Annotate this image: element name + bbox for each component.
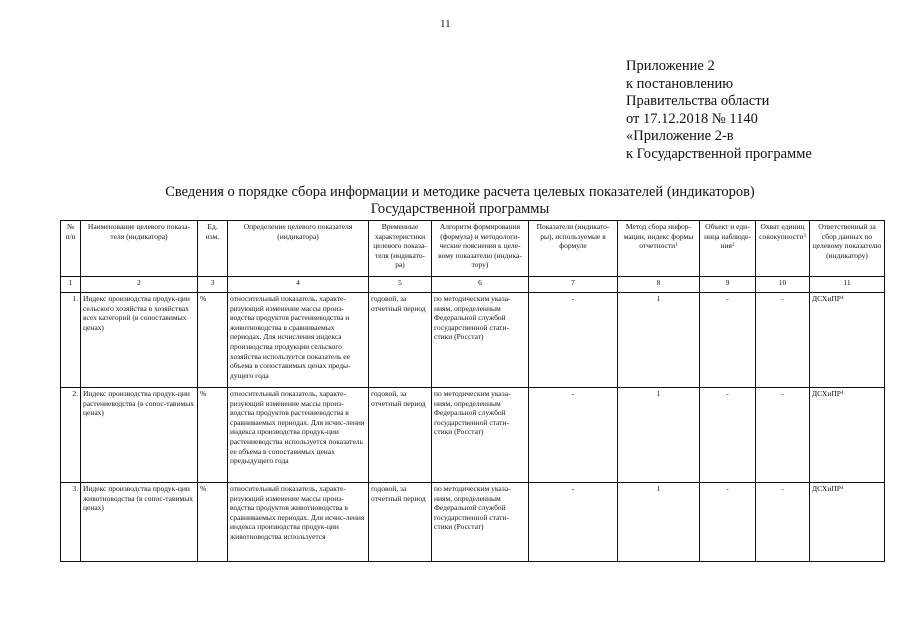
header-row xyxy=(61,221,885,277)
appendix-line: к Государственной программе xyxy=(626,145,812,162)
unit: % xyxy=(198,483,228,562)
timing: годовой, за отчетный период xyxy=(369,293,432,388)
method: 1 xyxy=(618,483,700,562)
column-number: 3 xyxy=(198,277,228,293)
col-header-object: Объект и еди-ница наблюде-ния$^2$ xyxy=(700,221,756,277)
indicators: - xyxy=(529,293,618,388)
column-number: 5 xyxy=(369,277,432,293)
column-number: 7 xyxy=(529,277,618,293)
table-row xyxy=(61,483,885,562)
row-number: 1. xyxy=(61,293,81,388)
responsible: ДСХиПР$^4$ xyxy=(810,293,885,388)
object: - xyxy=(700,293,756,388)
definition: относительный показатель, характе-ризующий изменение массы произ-водства продуктов животноводства в сравниваемых периодах. Для исчис-ления индекса производства продук-ции животноводства используется xyxy=(228,483,369,562)
title-line-1: Сведения о порядке сбора информации и методике расчета целевых показателей (индикаторов) xyxy=(165,184,755,200)
appendix-line: «Приложение 2-в xyxy=(626,128,734,145)
object: - xyxy=(700,388,756,483)
column-number: 2 xyxy=(81,277,198,293)
responsible: ДСХиПР$^4$ xyxy=(810,483,885,562)
appendix-line: от 17.12.2018 № 1140 xyxy=(626,110,758,127)
indicator-name: Индекс производства продук-ции растениеводства (в сопос-тавимых ценах) xyxy=(81,388,198,483)
col-header-definition: Определение целевого показателя (индикатора) xyxy=(228,221,369,277)
object: - xyxy=(700,483,756,562)
unit: % xyxy=(198,293,228,388)
definition: относительный показатель, характе-ризующий изменение массы произ-водства продуктов растениеводства и животноводства в сравниваемых периодах. Для исчисления индекса производства продукции сельского хозяйства используется показатель ее объема в сопоставимых ценах преды-дущего года xyxy=(228,293,369,388)
column-number: 10 xyxy=(756,277,810,293)
page-number: 11 xyxy=(440,18,451,30)
column-number: 8 xyxy=(618,277,700,293)
col-header-coverage: Охват единиц совокупности$^3$ xyxy=(756,221,810,277)
col-header-indicators: Показатели (индикато-ры), используемые в формуле xyxy=(529,221,618,277)
col-header-num: № п/п xyxy=(61,221,81,277)
column-number-row xyxy=(61,277,885,293)
col-header-algorithm: Алгоритм формирования (формула) и методологи-ческие пояснения к целе-вому показателю (индика-тору) xyxy=(432,221,529,277)
title-line-2: Государственной программы xyxy=(370,201,550,217)
indicators: - xyxy=(529,388,618,483)
column-number: 4 xyxy=(228,277,369,293)
indicator-name: Индекс производства продук-ции животноводства (в сопос-тавимых ценах) xyxy=(81,483,198,562)
appendix-line: Правительства области xyxy=(626,93,770,110)
indicators: - xyxy=(529,483,618,562)
row-number: 2. xyxy=(61,388,81,483)
column-number: 6 xyxy=(432,277,529,293)
appendix-line: к постановлению xyxy=(626,75,734,92)
col-header-timing: Временные характеристики целевого показа-теля (индикато-ра) xyxy=(369,221,432,277)
timing: годовой, за отчетный период xyxy=(369,388,432,483)
appendix-block xyxy=(626,58,812,164)
coverage: - xyxy=(756,483,810,562)
algorithm: по методическим указа-ниям, определенным Федеральной службой государственной стати-стики (Росстат) xyxy=(432,388,529,483)
coverage: - xyxy=(756,293,810,388)
indicator-name: Индекс производства продук-ции сельского хозяйства в хозяйствах всех категорий (в сопоставимых ценах) xyxy=(81,293,198,388)
document-title xyxy=(60,184,860,218)
indicators-table xyxy=(60,220,885,562)
col-header-method: Метод сбора инфор-мации, индекс формы отчетности$^1$ xyxy=(618,221,700,277)
row-number: 3. xyxy=(61,483,81,562)
col-header-name: Наименование целевого показа-теля (индикатора) xyxy=(81,221,198,277)
column-number: 1 xyxy=(61,277,81,293)
column-number: 9 xyxy=(700,277,756,293)
timing: годовой, за отчетный период xyxy=(369,483,432,562)
col-header-responsible: Ответственный за сбор данных по целевому показателю (индикатору) xyxy=(810,221,885,277)
algorithm: по методическим указа-ниям, определенным Федеральной службой государственной стати-стики (Росстат) xyxy=(432,483,529,562)
table-row xyxy=(61,293,885,388)
method: 1 xyxy=(618,388,700,483)
col-header-unit: Ед. изм. xyxy=(198,221,228,277)
column-number: 11 xyxy=(810,277,885,293)
algorithm: по методическим указа-ниям, определенным Федеральной службой государственной стати-стики (Росстат) xyxy=(432,293,529,388)
responsible: ДСХиПР$^4$ xyxy=(810,388,885,483)
coverage: - xyxy=(756,388,810,483)
appendix-line: Приложение 2 xyxy=(626,58,715,74)
definition: относительный показатель, характе-ризующий изменение массы произ-водства продуктов растениеводства в сравниваемых периодах. Для исчис-ления индекса производства продук-ции растениеводства используется показатель ее объема в сопоставимых ценах предыдущего года xyxy=(228,388,369,483)
method: 1 xyxy=(618,293,700,388)
table-row xyxy=(61,388,885,483)
unit: % xyxy=(198,388,228,483)
